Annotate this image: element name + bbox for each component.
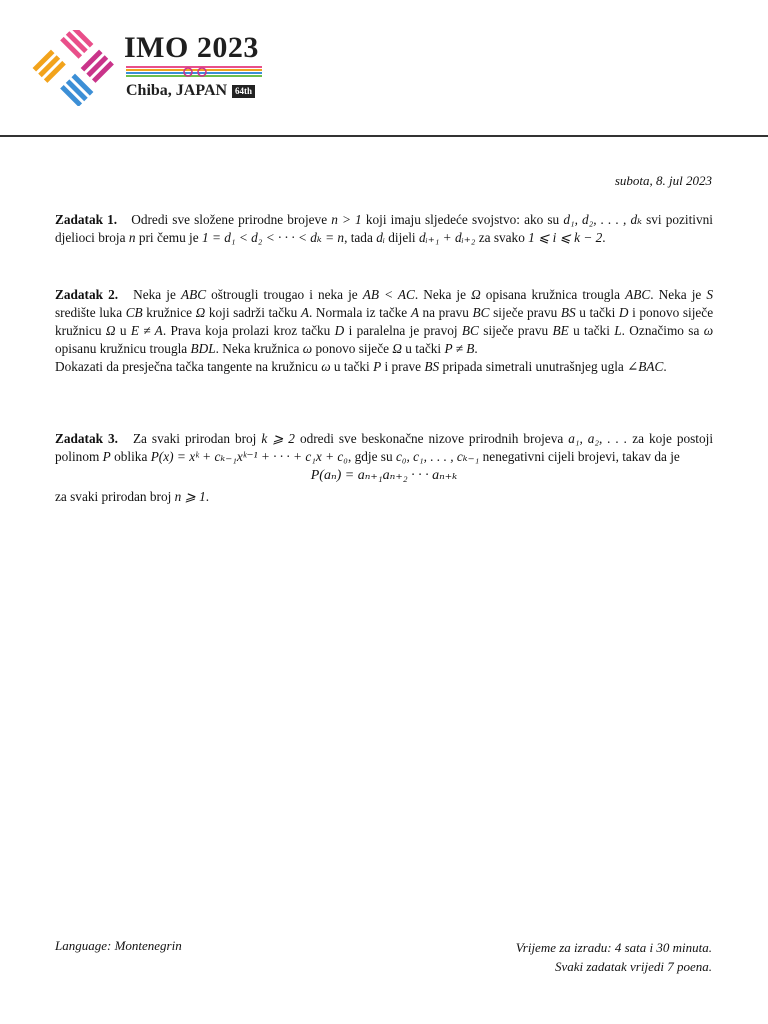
math: Ω xyxy=(471,287,481,302)
problem-text: . Označimo sa xyxy=(621,323,700,338)
problem-text: u tački xyxy=(405,341,442,356)
logo-city: Chiba, JAPAN xyxy=(126,82,228,99)
math: BE xyxy=(552,323,569,338)
math: n > 1 xyxy=(331,212,362,227)
problem-text: . Neka je xyxy=(414,287,467,302)
problem-title: Zadatak 1. xyxy=(55,212,118,227)
edition-badge: 64th xyxy=(232,85,255,98)
math: CB xyxy=(125,305,143,320)
problem-text: opisanu kružnicu trougla xyxy=(55,341,188,356)
math: 1 ⩽ i ⩽ k − 2 xyxy=(528,230,603,245)
exam-date: subota, 8. jul 2023 xyxy=(614,173,712,188)
math: BC xyxy=(472,305,490,320)
problem-text: koji imaju sljedeće svojstvo: ako su xyxy=(365,212,560,227)
math: BDL xyxy=(190,341,216,356)
math: D xyxy=(618,305,629,320)
math: E ≠ A xyxy=(130,323,163,338)
problem-text: u tački xyxy=(573,323,610,338)
problem-text: u xyxy=(119,323,127,338)
problem-1 xyxy=(55,211,713,247)
page-header xyxy=(0,0,768,137)
problem-text: . xyxy=(205,489,210,504)
math: dᵢ₊₁ + dᵢ₊₂ xyxy=(418,230,476,245)
problem-text: , tada xyxy=(344,230,373,245)
math: ω xyxy=(302,341,313,356)
problem-3 xyxy=(55,430,713,506)
problem-text: u tački xyxy=(333,359,370,374)
math: ABC xyxy=(180,287,207,302)
footer-points: Svaki zadatak vrijedi 7 poena. xyxy=(554,959,712,974)
header-divider xyxy=(0,135,768,137)
problem-text: . Prava koja prolazi kroz tačku xyxy=(162,323,331,338)
problem-text: . Neka je xyxy=(650,287,702,302)
problem-text: za svako xyxy=(478,230,525,245)
math: L xyxy=(614,323,622,338)
problem-text: oblika xyxy=(114,449,148,464)
problem-text: svi pozitivni djelioci broja xyxy=(55,212,713,245)
problem-text: . Normala iz tačke xyxy=(308,305,408,320)
logo-stripes-icon xyxy=(126,66,262,78)
math: Ω xyxy=(105,323,116,338)
math: A xyxy=(300,305,309,320)
math: ω xyxy=(703,323,714,338)
problem-title: Zadatak 2. xyxy=(55,287,119,302)
problem-text: ponovo siječe xyxy=(315,341,389,356)
problem-text: oštrougli trougao i neka je xyxy=(211,287,358,302)
math: Ω xyxy=(195,305,206,320)
problem-text: pri čemu je xyxy=(138,230,199,245)
math: 1 = d₁ < d₂ < · · · < dₖ = n xyxy=(201,230,345,245)
math: AB < AC xyxy=(362,287,415,302)
problem-text: Za svaki prirodan broj xyxy=(132,431,257,446)
math: P xyxy=(373,359,382,374)
math: Ω xyxy=(392,341,402,356)
problem-text: Dokazati da presječna tačka tangente na kružnicu xyxy=(55,359,318,374)
math: ∠BAC xyxy=(627,359,664,374)
problem-text: pripada simetrali unutrašnjeg ugla xyxy=(442,359,624,374)
problem-text: . Neka kružnica xyxy=(215,341,300,356)
problem-text: Odredi sve složene prirodne brojeve xyxy=(131,212,328,227)
math: P(x) = xᵏ + cₖ₋₁xᵏ⁻¹ + · · · + c₁x + c₀ xyxy=(150,449,348,464)
problem-text: , gdje su xyxy=(347,449,393,464)
problem-text: kružnice xyxy=(146,305,193,320)
problem-text: za svaki prirodan broj xyxy=(55,489,172,504)
math: dᵢ xyxy=(376,230,385,245)
math: P ≠ B xyxy=(444,341,475,356)
problem-paragraph xyxy=(55,358,713,376)
problem-paragraph xyxy=(55,430,713,466)
problem-text: koji sadrži tačku xyxy=(208,305,298,320)
display-formula: P(aₙ) = aₙ₊₁aₙ₊₂ · · · aₙ₊ₖ xyxy=(310,468,458,483)
math: n xyxy=(128,230,136,245)
problem-paragraph xyxy=(55,286,713,358)
problem-text: za koje postoji polinom xyxy=(55,431,714,464)
problem-text: . xyxy=(663,359,667,374)
problem-text: središte luka xyxy=(55,305,123,320)
problem-text: opisana kružnica trougla xyxy=(485,287,620,302)
problem-text: . xyxy=(474,341,478,356)
problem-text: dijeli xyxy=(388,230,416,245)
problem-text: odredi sve beskonačne nizove prirodnih brojeva xyxy=(299,431,564,446)
math: S xyxy=(706,287,714,302)
problem-title: Zadatak 3. xyxy=(55,431,118,446)
problem-text: nenegativni cijeli brojevi, takav da je xyxy=(482,449,680,464)
math: n ⩾ 1 xyxy=(174,489,206,504)
math: a₁, a₂, . . . xyxy=(568,431,628,446)
math: P xyxy=(102,449,111,464)
imo-logo-icon xyxy=(30,30,120,106)
problem-paragraph xyxy=(55,488,713,506)
problem-2 xyxy=(55,286,713,376)
math: d₁, d₂, . . . , dₖ xyxy=(563,212,642,227)
math: BS xyxy=(424,359,440,374)
math: D xyxy=(334,323,345,338)
math: A xyxy=(410,305,419,320)
problem-text: Neka je xyxy=(133,287,176,302)
footer-language: Language: Montenegrin xyxy=(55,938,182,953)
math: BC xyxy=(461,323,479,338)
problem-text: siječe pravu xyxy=(483,323,549,338)
problem-text: i ponovo siječe kružnicu xyxy=(55,305,714,338)
problem-text: u tački xyxy=(579,305,616,320)
problem-text: na pravu xyxy=(422,305,469,320)
logo-title: IMO 2023 xyxy=(124,31,259,64)
problem-text: siječe pravu xyxy=(493,305,558,320)
footer-info xyxy=(516,938,712,976)
math: BS xyxy=(560,305,576,320)
math: k ⩾ 2 xyxy=(261,431,295,446)
problem-text: i paralelna je pravoj xyxy=(348,323,458,338)
problem-text: . xyxy=(602,230,606,245)
math: ω xyxy=(321,359,331,374)
problem-text: i prave xyxy=(384,359,422,374)
math: c₀, c₁, . . . , cₖ₋₁ xyxy=(395,449,480,464)
footer-time-limit: Vrijeme za izradu: 4 sata i 30 minuta. xyxy=(515,940,712,955)
math: ABC xyxy=(625,287,651,302)
